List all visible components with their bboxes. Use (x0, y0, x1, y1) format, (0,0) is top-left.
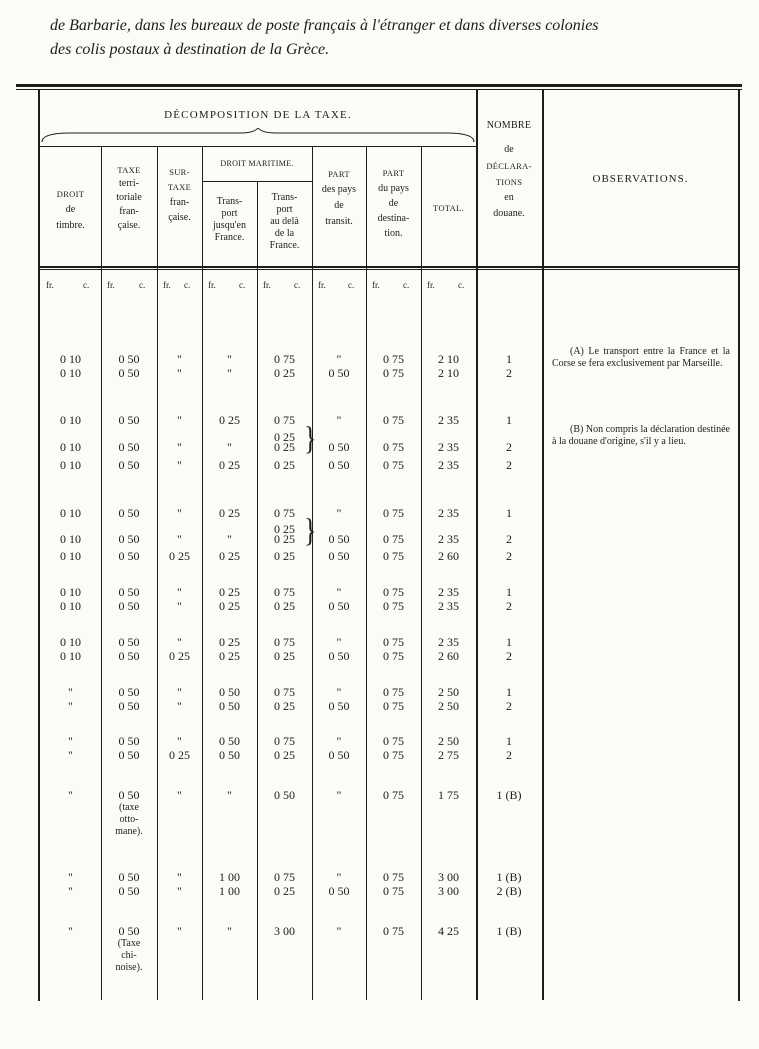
header-droit-timbre (40, 186, 101, 234)
table-cell: 3 00 (274, 924, 295, 938)
table-cell: 0 25 (274, 649, 295, 663)
table-cell: 1 (B) (496, 788, 522, 802)
table-cell: 0 75 (274, 352, 295, 366)
table-cell: " (177, 788, 182, 802)
table-cell: " (177, 884, 182, 898)
unit-c: c. (139, 280, 146, 290)
table-cell: 0 10 (60, 649, 81, 663)
header-td-l5: France. (269, 240, 300, 251)
header-td-l3: au delà (270, 216, 299, 227)
header-bottom-rule-2 (40, 269, 738, 270)
table-cell: " (68, 685, 73, 699)
table-cell: 2 (506, 366, 512, 380)
table-cell: 2 60 (438, 649, 459, 663)
table-cell: 2 60 (438, 549, 459, 563)
table-cell: 0 75 (274, 635, 295, 649)
unit-fr: fr. (46, 280, 54, 290)
table-cell: " (68, 924, 73, 938)
header-nombre-sub (476, 142, 542, 222)
table-cell: 2 (506, 532, 512, 546)
table-cell: 2 50 (438, 699, 459, 713)
table-cell: 0 50 (328, 748, 350, 762)
table-cell: 0 75 (383, 870, 404, 884)
table-cell: 1 (506, 352, 512, 366)
table-cell: 2 35 (438, 458, 459, 472)
header-pt-l2: des pays (321, 184, 357, 195)
header-td-l4: de la (274, 228, 295, 239)
table-cell: 0 75 (383, 366, 404, 380)
table-cell: 0 50 (118, 699, 140, 713)
table-cell: 2 35 (438, 599, 459, 613)
table-cell: 0 25 (274, 599, 295, 613)
table-cell: 2 75 (438, 748, 459, 762)
table-cell: 4 25 (438, 924, 459, 938)
table-cell: 0 75 (274, 413, 295, 427)
table-cell: 0 25 (219, 413, 240, 427)
table-cell: " (336, 870, 342, 884)
table-cell: 2 50 (438, 685, 459, 699)
header-pd-l4: destina- (377, 213, 410, 224)
header-surtaxe-l1: SUR- (169, 167, 190, 177)
table-cell: " (177, 532, 182, 546)
table-cell: 0 75 (274, 585, 295, 599)
table-cell: 2 (506, 549, 512, 563)
table-cell: 0 75 (274, 685, 295, 699)
table-cell: 2 35 (438, 635, 459, 649)
table-cell: 0 10 (60, 549, 81, 563)
table-cell: 0 25 (169, 649, 190, 663)
table-cell: 2 (506, 458, 512, 472)
table-cell: 0 25 (274, 699, 295, 713)
header-surtaxe-l4: çaise. (168, 212, 191, 223)
table-cell: " (177, 699, 182, 713)
header-pd-l2: du pays (378, 183, 409, 194)
taxe-note-line: otto- (119, 814, 139, 825)
header-taxe-l3: toriale (116, 192, 142, 203)
table-cell: 2 (506, 599, 512, 613)
table-cell: " (336, 685, 342, 699)
table-cell: 0 50 (118, 352, 140, 366)
decomposition-brace (40, 128, 476, 144)
header-pt-l3: de (334, 200, 344, 211)
table-cell: 0 25 (274, 366, 295, 380)
table-cell: 0 50 (219, 685, 240, 699)
table-cell: 0 50 (328, 440, 350, 454)
table-cell: 1 (506, 635, 512, 649)
table-cell: 0 75 (383, 788, 404, 802)
table-cell: " (177, 924, 182, 938)
table-cell: 0 50 (118, 549, 140, 563)
table-cell: 0 50 (118, 585, 140, 599)
table-cell: 0 75 (383, 635, 404, 649)
table-cell: " (336, 506, 342, 520)
header-nombre-l4: en (504, 192, 514, 203)
table-cell: 0 25 (169, 549, 190, 563)
table-cell: " (227, 924, 232, 938)
table-cell: " (177, 599, 182, 613)
table-cell: 0 50 (118, 635, 140, 649)
table-cell: 0 25 (274, 430, 295, 444)
table-cell: 0 50 (219, 699, 240, 713)
header-part-transit (312, 166, 366, 230)
header-taxe-l2: terri- (119, 178, 139, 189)
table-cell: " (227, 366, 232, 380)
observation-note-b: (B) Non compris la déclaration destinée à la douane d'origine, s'il y a lieu. (552, 424, 730, 447)
header-taxe-l1: TAXE (117, 165, 141, 175)
table-cell: 0 25 (274, 549, 295, 563)
table-cell: " (336, 924, 342, 938)
table-cell: 0 50 (328, 699, 350, 713)
unit-c: c. (294, 280, 301, 290)
table-cell: 0 10 (60, 599, 81, 613)
header-tf-l2: port (221, 208, 238, 219)
table-cell: 0 10 (60, 352, 81, 366)
table-cell: 0 50 (118, 458, 140, 472)
header-td-l1: Trans- (271, 192, 298, 203)
table-cell: 0 75 (383, 549, 404, 563)
table-cell: 0 25 (274, 440, 295, 454)
header-transport-dela (257, 192, 312, 252)
header-droit-timbre-l3: timbre. (56, 220, 85, 231)
taxe-note-line: mane). (115, 826, 143, 837)
table-cell: 0 75 (274, 870, 295, 884)
table-cell: 1 (506, 506, 512, 520)
table-cell: 2 10 (438, 352, 459, 366)
table-cell: " (177, 352, 182, 366)
decomposition-title: DÉCOMPOSITION DE LA TAXE. (164, 109, 352, 121)
unit-c: c. (403, 280, 410, 290)
table-cell: 1 00 (219, 884, 240, 898)
table-cell: 0 75 (274, 506, 295, 520)
table-cell: 0 25 (274, 458, 295, 472)
unit-c: c. (458, 280, 465, 290)
table-cell: 0 50 (118, 649, 140, 663)
header-taxe-l4: fran- (119, 206, 139, 217)
table-cell: 0 10 (60, 413, 81, 427)
table-cell: 0 50 (328, 884, 350, 898)
table-cell: " (336, 413, 342, 427)
table-cell: 0 75 (383, 506, 404, 520)
header-total: TOTAL. (433, 203, 464, 213)
header-tf-l4: France. (214, 232, 245, 243)
table-cell: 1 (506, 734, 512, 748)
table-cell: 0 50 (118, 440, 140, 454)
table-cell: 2 35 (438, 506, 459, 520)
table-cell: 0 50 (328, 458, 350, 472)
table-cell: 0 25 (274, 532, 295, 546)
table-cell: 2 (506, 649, 512, 663)
table-cell: 0 10 (60, 440, 81, 454)
table-cell: " (336, 734, 342, 748)
table-cell: " (177, 870, 182, 884)
table-cell: 0 50 (328, 599, 350, 613)
header-nombre-l2: DÉCLARA- (486, 161, 532, 171)
table-cell: 0 10 (60, 585, 81, 599)
table-cell: 2 (506, 699, 512, 713)
header-taxe-territoriale (101, 163, 157, 233)
table-cell: 0 75 (383, 413, 404, 427)
table-cell: 0 50 (118, 748, 140, 762)
header-surtaxe (157, 165, 202, 225)
table-cell: 0 75 (383, 649, 404, 663)
unit-fr: fr. (427, 280, 435, 290)
table-cell: 0 25 (274, 748, 295, 762)
table-cell: 1 75 (438, 788, 459, 802)
table-cell: " (336, 585, 342, 599)
table-cell: " (227, 532, 232, 546)
header-part-destination (366, 166, 421, 241)
table-cell: 0 75 (383, 585, 404, 599)
table-cell: 0 10 (60, 458, 81, 472)
table-cell: 0 50 (328, 549, 350, 563)
table-cell: 2 (B) (496, 884, 522, 898)
header-transport-france (202, 196, 257, 244)
table-cell: " (177, 635, 182, 649)
table-cell: 0 50 (328, 649, 350, 663)
unit-c: c. (239, 280, 246, 290)
table-cell: 1 (506, 685, 512, 699)
header-pt-l1: PART (328, 169, 350, 179)
header-observations: OBSERVATIONS. (592, 173, 689, 185)
header-pd-l1: PART (382, 168, 405, 178)
table-cell: 0 25 (274, 522, 295, 536)
unit-c: c. (348, 280, 355, 290)
table-cell: 0 75 (383, 352, 404, 366)
table-cell: 0 10 (60, 532, 81, 546)
table-cell: 0 25 (219, 506, 240, 520)
header-droit-maritime: DROIT MARITIME. (220, 159, 294, 168)
table-cell: 0 75 (383, 884, 404, 898)
header-nombre-title: NOMBRE (486, 120, 532, 131)
table-cell: " (227, 788, 232, 802)
table-cell: " (177, 506, 182, 520)
table-cell: " (336, 635, 342, 649)
table-cell: 0 50 (274, 788, 295, 802)
header-td-l2: port (276, 204, 293, 215)
table-cell: 1 00 (219, 870, 240, 884)
caption-line-2: des colis postaux à destination de la Grèce. (50, 41, 330, 58)
table-cell: 0 50 (219, 748, 240, 762)
decomposition-rule (40, 146, 476, 147)
table-cell: " (68, 884, 73, 898)
table-cell: 0 75 (383, 748, 404, 762)
table-cell: " (336, 352, 342, 366)
brace-row-b: } (304, 512, 317, 549)
table-cell: 2 35 (438, 440, 459, 454)
header-nombre-l1: de (504, 144, 514, 155)
unit-fr: fr. (372, 280, 380, 290)
table-cell: 0 50 (118, 884, 140, 898)
table-cell: 0 25 (219, 649, 240, 663)
table-cell: 0 75 (383, 924, 404, 938)
table-cell: 1 (506, 413, 512, 427)
table-cell: 0 25 (219, 585, 240, 599)
table-cell: 0 25 (219, 635, 240, 649)
table-cell: 0 75 (274, 734, 295, 748)
table-cell: 2 50 (438, 734, 459, 748)
top-rule-thick (16, 84, 742, 87)
table-cell: " (68, 748, 73, 762)
table-cell: " (68, 734, 73, 748)
header-droit-timbre-l2: de (65, 204, 76, 215)
table-cell: 0 25 (219, 599, 240, 613)
header-taxe-l5: çaise. (117, 220, 141, 231)
table-cell: 0 50 (118, 870, 140, 884)
table-cell: 0 50 (219, 734, 240, 748)
unit-c: c. (184, 280, 191, 290)
table-cell: 2 10 (438, 366, 459, 380)
table-cell: 2 35 (438, 585, 459, 599)
unit-fr: fr. (318, 280, 326, 290)
table-cell: 0 10 (60, 366, 81, 380)
table-cell: " (336, 788, 342, 802)
header-tf-l3: jusqu'en (213, 220, 246, 231)
col-sep-9 (542, 89, 544, 1000)
taxe-note-line: (taxe (119, 802, 139, 813)
taxe-note (101, 938, 157, 974)
table-cell: 0 50 (118, 685, 140, 699)
taxe-note-line: (Taxe (117, 938, 141, 949)
observation-note-a: (A) Le transport entre la France et la Corse se fera exclusivement par Marseille. (552, 346, 730, 369)
table-cell: 0 75 (383, 699, 404, 713)
unit-fr: fr. (163, 280, 171, 290)
table-cell: 0 50 (118, 599, 140, 613)
taxe-note-line: chi- (121, 950, 137, 961)
header-bottom-rule (40, 266, 738, 268)
table-cell: 0 50 (328, 366, 350, 380)
table-cell: 3 00 (438, 870, 459, 884)
table-cell: " (227, 440, 232, 454)
top-rule-thin (16, 89, 742, 90)
table-cell: 0 25 (274, 884, 295, 898)
table-cell: 2 (506, 440, 512, 454)
table-cell: " (177, 440, 182, 454)
table-cell: 0 10 (60, 506, 81, 520)
unit-fr: fr. (107, 280, 115, 290)
table-cell: 0 50 (118, 413, 140, 427)
table-cell: " (68, 870, 73, 884)
table-cell: 0 50 (118, 506, 140, 520)
table-cell: 0 50 (118, 734, 140, 748)
table-cell: 1 (506, 585, 512, 599)
header-nombre-l5: douane. (493, 208, 525, 219)
table-cell: 2 35 (438, 532, 459, 546)
table-cell: 0 25 (219, 458, 240, 472)
table-cell: 0 75 (383, 599, 404, 613)
table-cell: 0 50 (118, 366, 140, 380)
table-cell: 0 75 (383, 440, 404, 454)
table-cell: 0 75 (383, 685, 404, 699)
table-cell: " (227, 352, 232, 366)
header-pd-l3: de (388, 198, 399, 209)
table-cell: 0 50 (118, 924, 140, 938)
table-cell: 0 25 (169, 748, 190, 762)
table-cell: " (177, 366, 182, 380)
table-cell: " (177, 458, 182, 472)
table-cell: 0 75 (383, 532, 404, 546)
table-cell: 1 (B) (496, 870, 522, 884)
table-cell: 0 75 (383, 734, 404, 748)
table-cell: 0 25 (219, 549, 240, 563)
header-tf-l1: Trans- (216, 196, 243, 207)
taxe-note (101, 802, 157, 838)
header-surtaxe-l2: TAXE (167, 182, 192, 192)
table-cell: " (68, 699, 73, 713)
brace-row-a: } (304, 420, 317, 457)
caption-line-1: de Barbarie, dans les bureaux de poste français à l'étranger et dans diverses colonies (50, 17, 599, 34)
unit-fr: fr. (208, 280, 216, 290)
table-cell: 1 (B) (496, 924, 522, 938)
header-nombre-l3: TIONS (495, 177, 523, 187)
header-droit-timbre-l1: DROIT (56, 189, 85, 199)
table-cell: 0 50 (118, 788, 140, 802)
table-cell: 3 00 (438, 884, 459, 898)
table-cell: 0 75 (383, 458, 404, 472)
table-cell: 0 10 (60, 635, 81, 649)
page-caption (50, 14, 740, 62)
table-cell: 2 (506, 748, 512, 762)
unit-fr: fr. (263, 280, 271, 290)
taxe-note-line: noise). (115, 962, 143, 973)
table-cell: 2 35 (438, 413, 459, 427)
table-cell: 0 50 (328, 532, 350, 546)
table-cell: 0 50 (118, 532, 140, 546)
table-cell: " (177, 734, 182, 748)
table-cell: " (177, 413, 182, 427)
right-border (738, 89, 740, 1001)
header-pd-l5: tion. (384, 228, 403, 239)
table-cell: " (68, 788, 73, 802)
header-pt-l4: transit. (325, 216, 353, 227)
table-cell: " (177, 585, 182, 599)
header-surtaxe-l3: fran- (169, 197, 190, 208)
unit-c: c. (83, 280, 90, 290)
table-cell: " (177, 685, 182, 699)
